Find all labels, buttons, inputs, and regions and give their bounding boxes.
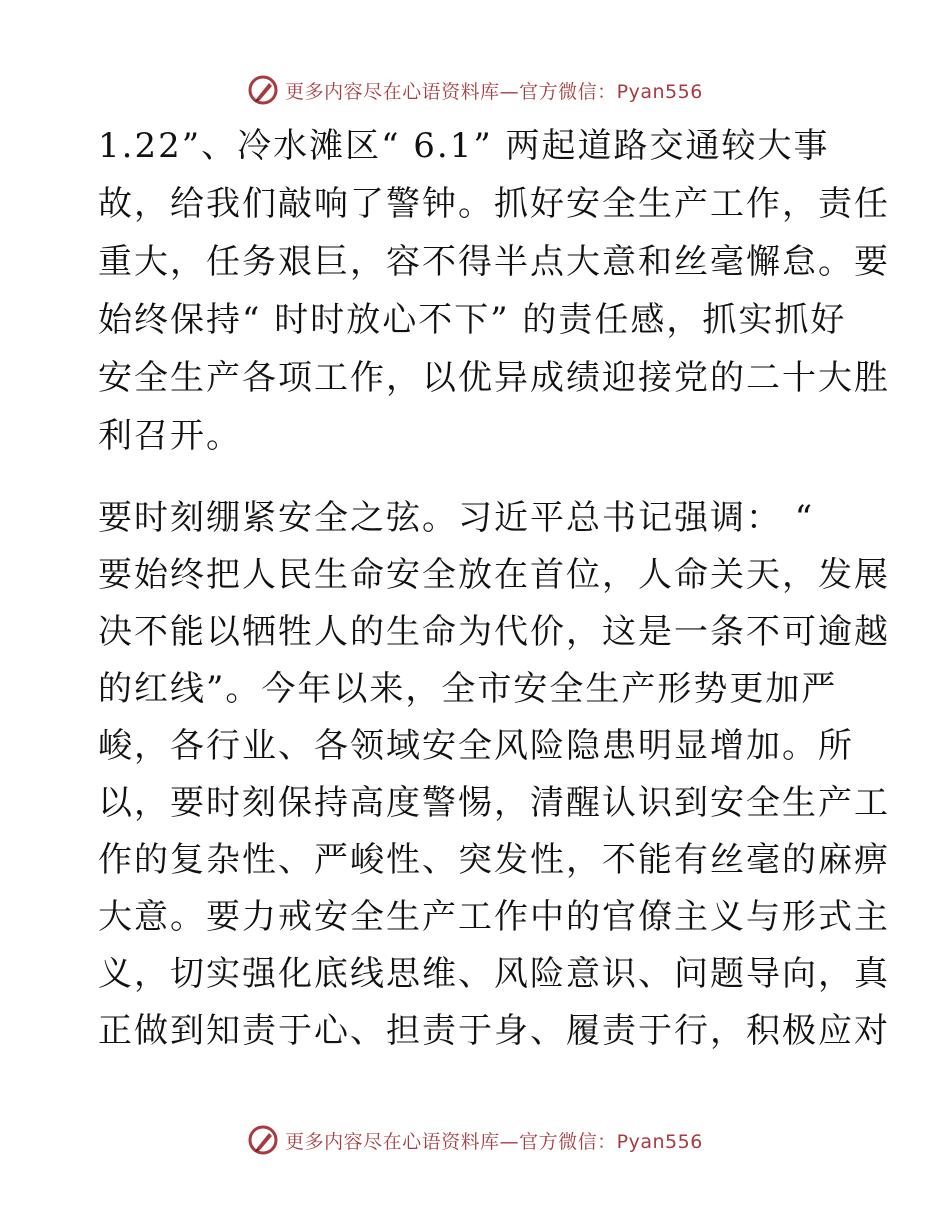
text-line: 以，要时刻保持高度警惕，清醒认识到安全生产工 [98,783,890,823]
watermark-text: 更多内容尽在心语资料库—官方微信：Pyan556 [285,80,703,103]
text-line: 义，切实强化底线思维、风险意识、问题导向，真 [98,954,890,994]
text-line: 要始终把人民生命安全放在首位，人命关天，发展 [98,555,890,595]
footer-watermark [0,1122,950,1158]
text-line: 正做到知责于心、担责于身、履责于行，积极应对 [98,1011,890,1051]
text-line: 故，给我们敲响了警钟。抓好安全生产工作，责任 [98,184,890,224]
text-line: 重大，任务艰巨，容不得半点大意和丝毫懈怠。要 [98,242,890,282]
text-line: 安全生产各项工作，以优异成绩迎接党的二十大胜 [98,358,890,398]
text-line: 利召开。 [98,416,242,456]
text-line: 始终保持“ 时时放心不下” 的责任感，抓实抓好 [98,300,847,340]
header-watermark [0,72,950,108]
pen-logo-icon [247,1124,279,1156]
text-line: 决不能以牺牲人的生命为代价，这是一条不可逾越 [98,612,890,652]
text-line: 峻，各行业、各领域安全风险隐患明显增加。所 [98,726,854,766]
watermark-text: 更多内容尽在心语资料库—官方微信：Pyan556 [285,1130,703,1153]
paragraph-start-line: 要时刻绷紧安全之弦。习近平总书记强调： “ [98,498,815,538]
pen-logo-icon [247,74,279,106]
text-line: 作的复杂性、严峻性、突发性，不能有丝毫的麻痹 [98,840,890,880]
text-line: 的红线”。今年以来，全市安全生产形势更加严 [98,669,838,709]
text-line: 大意。要力戒安全生产工作中的官僚主义与形式主 [98,897,890,937]
text-line: 1.22”、冷水滩区“ 6.1” 两起道路交通较大事 [98,126,830,166]
